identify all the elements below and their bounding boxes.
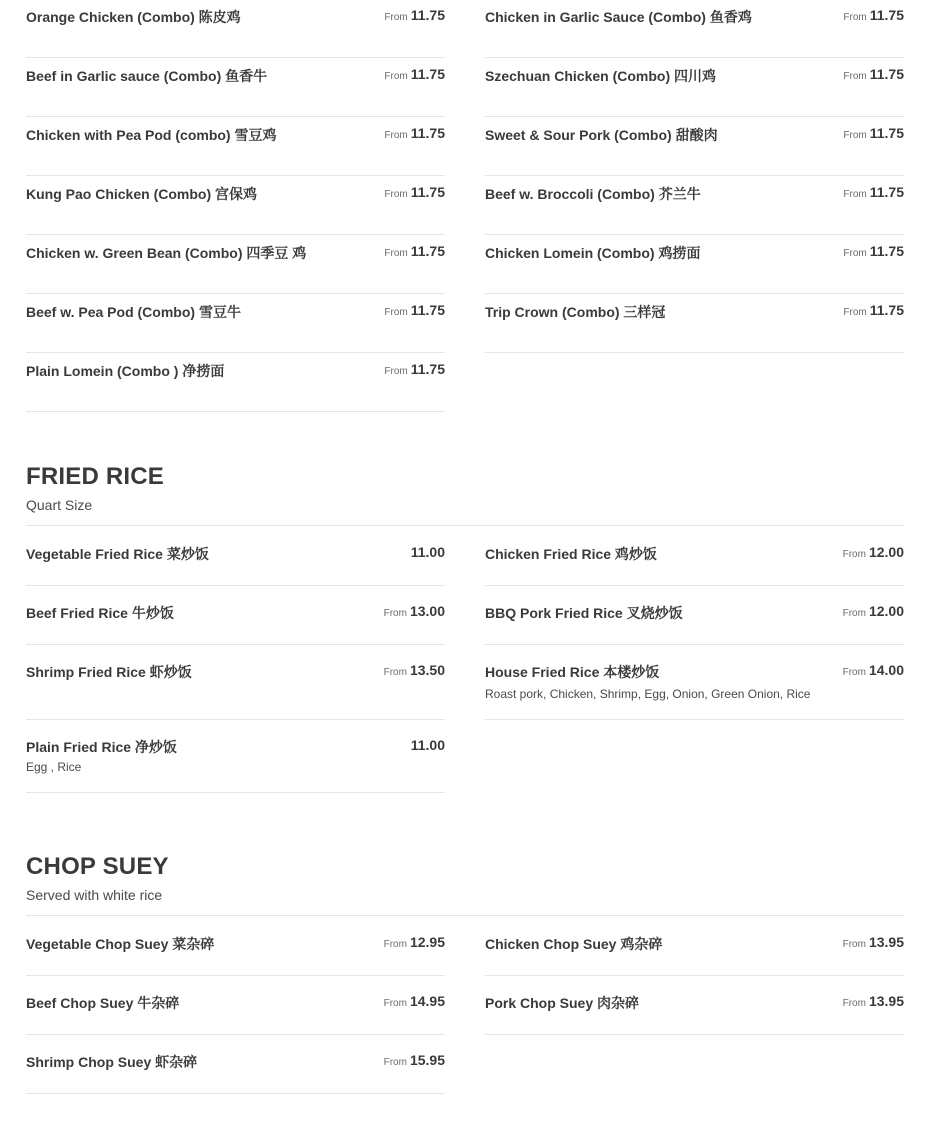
menu-item-price-group [384,66,445,84]
menu-item-name: Vegetable Fried Rice 菜炒饭 [26,546,209,562]
menu-item-price: 11.75 [869,243,904,259]
price-from-label: From [842,549,866,560]
menu-item-name: Vegetable Chop Suey 菜杂碎 [26,936,215,952]
menu-item-price-group [843,603,904,621]
menu-item-price-group [843,934,904,952]
menu-item-name: Chicken Chop Suey 鸡杂碎 [485,936,663,952]
menu-item-name: Chicken w. Green Bean (Combo) 四季豆 鸡 [26,245,307,261]
menu-item[interactable] [26,645,445,720]
menu-item-name: Sweet & Sour Pork (Combo) 甜酸肉 [485,127,718,143]
menu-item-price-group [384,993,445,1011]
price-from-label: From [384,71,408,82]
combo-right-column [485,0,904,353]
menu-item-name: Szechuan Chicken (Combo) 四川鸡 [485,68,717,84]
price-from-label: From [843,248,867,259]
menu-item-price: 11.75 [410,361,445,377]
menu-item[interactable] [485,926,904,976]
menu-item-price-group [384,934,445,952]
menu-item-price: 13.50 [409,662,445,678]
menu-item-name: Beef Fried Rice 牛炒饭 [26,605,174,621]
menu-item-price: 12.00 [868,544,904,560]
menu-item-price: 11.75 [410,184,445,200]
menu-item-price: 11.75 [869,125,904,141]
menu-item-name: Pork Chop Suey 肉杂碎 [485,995,640,1011]
menu-item-price: 14.00 [868,662,904,678]
combo-left-column [26,0,445,412]
price-from-label: From [384,307,408,318]
chop-suey-right-column [485,926,904,1035]
menu-item[interactable] [26,353,445,412]
menu-item[interactable] [26,58,445,117]
menu-item-price-group [384,1052,445,1070]
menu-item-name: Beef Chop Suey 牛杂碎 [26,995,180,1011]
menu-item-name: Trip Crown (Combo) 三样冠 [485,304,666,320]
menu-item-name: Beef in Garlic sauce (Combo) 鱼香牛 [26,68,268,84]
price-from-label: From [384,130,408,141]
price-from-label: From [843,130,867,141]
menu-item[interactable] [485,536,904,586]
menu-item[interactable] [26,294,445,353]
menu-item[interactable] [485,117,904,176]
fried-rice-right-column [485,536,904,720]
menu-item-price-group [843,302,904,320]
menu-item[interactable] [26,176,445,235]
menu-item-name: Shrimp Fried Rice 虾炒饭 [26,664,192,680]
price-from-label: From [383,667,407,678]
price-from-label: From [843,307,867,318]
menu-item[interactable] [485,235,904,294]
menu-item-price-group [843,993,904,1011]
section-subtitle-fried-rice: Quart Size [26,497,93,513]
menu-item-price-group [843,66,904,84]
price-from-label: From [384,248,408,259]
menu-item-name: Plain Fried Rice 净炒饭 [26,739,177,755]
price-from-label: From [842,998,866,1009]
price-from-label: From [843,12,867,23]
menu-item-price-group [408,544,445,562]
menu-item[interactable] [26,976,445,1035]
menu-item[interactable] [26,0,445,58]
menu-item-price: 11.75 [410,125,445,141]
menu-item-price-group [384,243,445,261]
menu-item-name: BBQ Pork Fried Rice 叉烧炒饭 [485,605,683,621]
menu-item-price: 11.75 [410,7,445,23]
menu-item-price-group [384,184,445,202]
section-title-fried-rice: FRIED RICE [26,463,165,490]
price-from-label: From [384,12,408,23]
menu-item[interactable] [26,720,445,793]
menu-item-price-group [384,125,445,143]
menu-item-price-group [384,603,445,621]
menu-item-price: 11.75 [869,302,904,318]
menu-item-price: 12.00 [868,603,904,619]
menu-item[interactable] [485,0,904,58]
menu-item-name: Orange Chicken (Combo) 陈皮鸡 [26,9,241,25]
section-divider [26,525,904,526]
menu-item-price: 13.95 [868,993,904,1009]
menu-item-name: House Fried Rice 本楼炒饭 [485,664,660,680]
menu-item[interactable] [26,1035,445,1094]
menu-item-name: Chicken Fried Rice 鸡炒饭 [485,546,657,562]
price-from-label: From [842,939,866,950]
menu-item-name: Chicken Lomein (Combo) 鸡捞面 [485,245,701,261]
section-title-chop-suey: CHOP SUEY [26,853,169,880]
menu-item-name: Plain Lomein (Combo ) 净捞面 [26,363,225,379]
menu-item-price-group [408,737,445,755]
menu-item-price: 11.75 [410,243,445,259]
menu-item[interactable] [26,536,445,586]
price-from-label: From [843,189,867,200]
menu-item-description: Egg , Rice [26,760,82,774]
menu-item-name: Kung Pao Chicken (Combo) 宫保鸡 [26,186,257,202]
menu-item-price-group [384,662,445,680]
fried-rice-left-column [26,536,445,793]
menu-item[interactable] [26,235,445,294]
menu-item-price: 11.75 [869,7,904,23]
menu-item-price-group [843,184,904,202]
menu-item-price-group [843,7,904,25]
section-subtitle-chop-suey: Served with white rice [26,887,163,903]
price-from-label: From [384,366,408,377]
menu-item-price: 12.95 [409,934,445,950]
menu-item-price-group [384,7,445,25]
menu-item-name: Beef w. Broccoli (Combo) 芥兰牛 [485,186,701,202]
price-from-label: From [842,608,866,619]
menu-item-price: 11.75 [869,66,904,82]
menu-item-price: 11.75 [869,184,904,200]
menu-item-price-group [384,361,445,379]
section-divider [26,915,904,916]
menu-item-price: 11.00 [410,737,445,753]
menu-item-price: 11.00 [410,544,445,560]
menu-item-name: Chicken in Garlic Sauce (Combo) 鱼香鸡 [485,9,752,25]
price-from-label: From [383,608,407,619]
menu-item-price: 15.95 [409,1052,445,1068]
menu-item-price: 11.75 [410,66,445,82]
menu-item-description: Roast pork, Chicken, Shrimp, Egg, Onion, Green Onion, Rice [485,687,811,701]
menu-item-name: Beef w. Pea Pod (Combo) 雪豆牛 [26,304,241,320]
menu-item[interactable] [485,294,904,353]
menu-item-price: 13.95 [868,934,904,950]
menu-item-price: 14.95 [409,993,445,1009]
menu-item-price-group [843,243,904,261]
menu-item[interactable] [485,58,904,117]
menu-item-name: Chicken with Pea Pod (combo) 雪豆鸡 [26,127,277,143]
price-from-label: From [843,71,867,82]
price-from-label: From [383,1057,407,1068]
menu-item-price-group [843,662,904,680]
menu-item-name: Shrimp Chop Suey 虾杂碎 [26,1054,198,1070]
price-from-label: From [383,939,407,950]
menu-item[interactable] [485,976,904,1035]
menu-item-price: 11.75 [410,302,445,318]
price-from-label: From [384,189,408,200]
menu-item-price: 13.00 [409,603,445,619]
menu-item[interactable] [26,586,445,645]
menu-item-price-group [843,544,904,562]
price-from-label: From [842,667,866,678]
menu-item-price-group [384,302,445,320]
menu-item[interactable] [26,117,445,176]
menu-item[interactable] [26,926,445,976]
menu-item[interactable] [485,586,904,645]
menu-item-price-group [843,125,904,143]
menu-item[interactable] [485,176,904,235]
chop-suey-left-column [26,926,445,1094]
menu-item[interactable] [485,645,904,720]
price-from-label: From [383,998,407,1009]
